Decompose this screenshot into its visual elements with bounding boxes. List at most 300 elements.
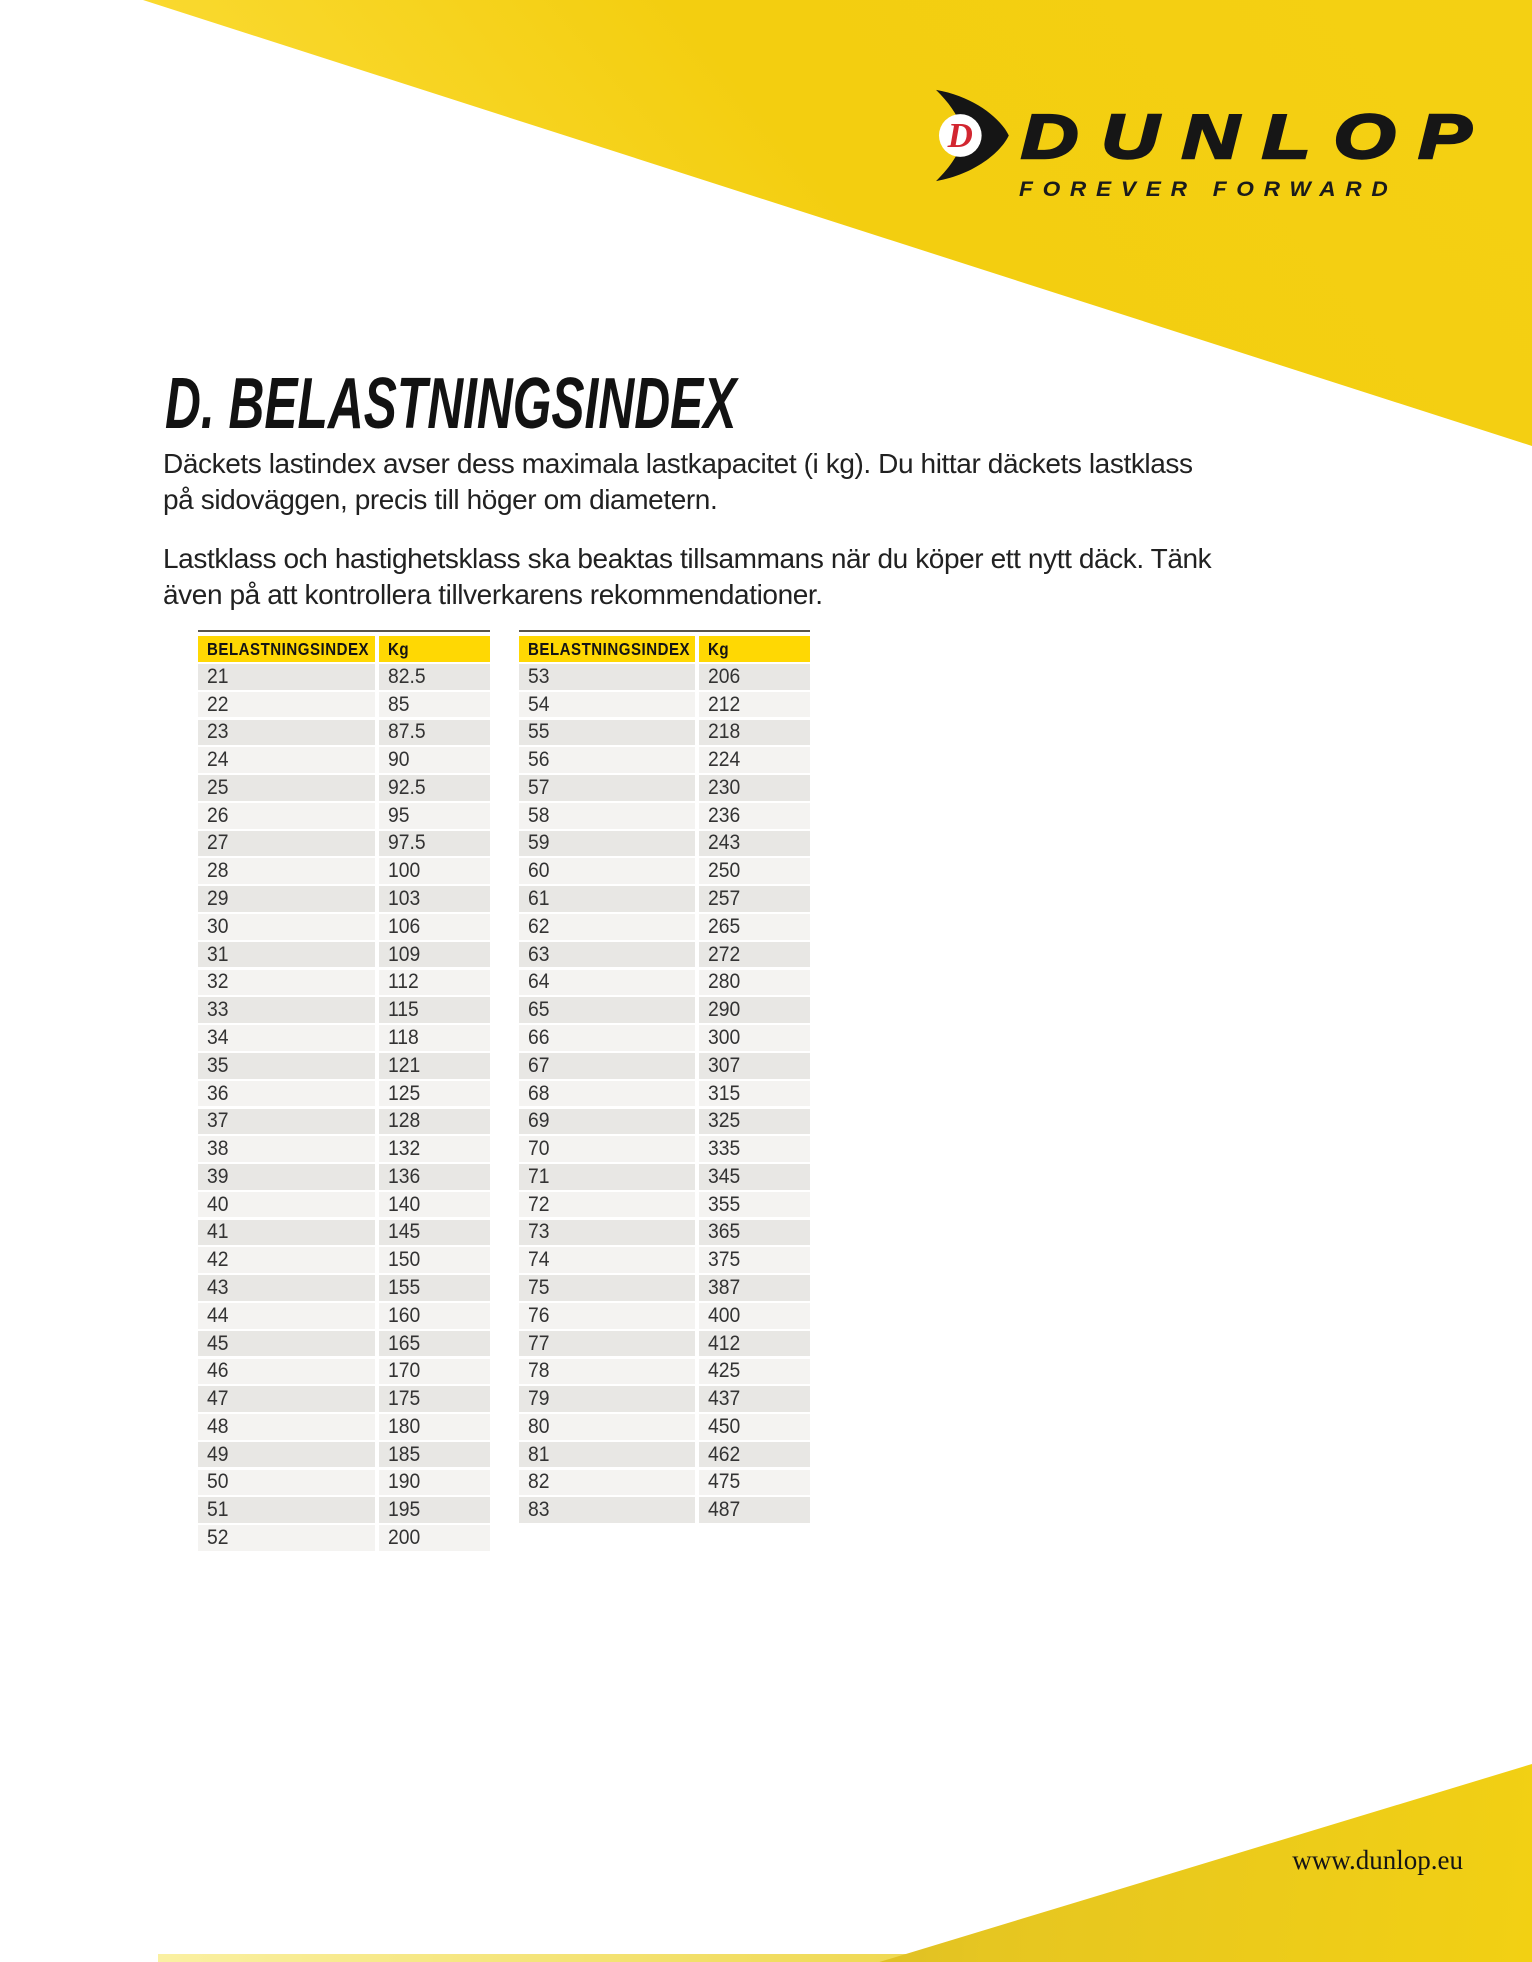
- cell-kg-text: 375: [708, 1248, 741, 1272]
- cell-load-index: [519, 720, 695, 746]
- cell-kg: [699, 1359, 810, 1385]
- table-row: [198, 1109, 490, 1135]
- cell-load-index-text: 24: [207, 748, 229, 772]
- cell-kg: [699, 1275, 810, 1301]
- cell-load-index: [519, 1109, 695, 1135]
- table-row: [519, 942, 810, 968]
- cell-load-index: [519, 1414, 695, 1440]
- cell-load-index-text: 38: [207, 1137, 229, 1161]
- cell-kg-text: 85: [387, 692, 410, 716]
- cell-kg: [699, 970, 810, 996]
- cell-kg: [699, 1220, 810, 1246]
- cell-load-index-text: 25: [207, 775, 229, 799]
- cell-load-index-text: 27: [207, 831, 229, 855]
- cell-load-index: [519, 664, 695, 690]
- cell-kg: [379, 1053, 490, 1079]
- cell-load-index: [198, 831, 375, 857]
- cell-load-index-text: 46: [207, 1359, 229, 1383]
- cell-kg: [699, 942, 810, 968]
- cell-kg: [379, 1386, 490, 1412]
- table-row: [198, 942, 490, 968]
- table-row: [519, 1359, 810, 1385]
- cell-kg: [699, 720, 810, 746]
- cell-load-index-text: 79: [528, 1387, 550, 1411]
- cell-load-index-text: 39: [207, 1164, 229, 1188]
- cell-kg-text: 236: [708, 803, 741, 827]
- cell-kg: [699, 1136, 810, 1162]
- table-row: [519, 664, 810, 690]
- table-row: [198, 664, 490, 690]
- cell-load-index-text: 55: [528, 720, 550, 744]
- cell-load-index-text: 53: [528, 664, 550, 688]
- cell-kg-text: 212: [708, 692, 741, 716]
- dunlop-flying-d-icon: [931, 87, 1009, 184]
- cell-kg-text: 190: [387, 1470, 420, 1494]
- cell-load-index: [198, 664, 375, 690]
- table-row: [519, 831, 810, 857]
- cell-load-index-text: 32: [207, 970, 229, 994]
- cell-kg-text: 230: [708, 775, 741, 799]
- cell-kg: [379, 914, 490, 940]
- cell-load-index: [519, 1470, 695, 1496]
- intro-line-1: Däckets lastindex avser dess maximala lastkapacitet (i kg). Du hittar däckets lastklass: [163, 448, 1193, 479]
- table-row: [198, 1220, 490, 1246]
- cell-load-index-text: 58: [528, 803, 550, 827]
- cell-kg-text: 170: [387, 1359, 420, 1383]
- table-row: [519, 1470, 810, 1496]
- cell-kg-text: 155: [387, 1275, 420, 1299]
- cell-kg-text: 450: [708, 1414, 741, 1438]
- cell-load-index-text: 47: [207, 1387, 229, 1411]
- logo-tagline: FOREVER FORWARD: [1019, 178, 1398, 201]
- cell-load-index-text: 57: [528, 775, 550, 799]
- cell-kg: [379, 747, 490, 773]
- cell-load-index-text: 29: [207, 887, 229, 911]
- cell-kg-text: 100: [387, 859, 420, 883]
- cell-kg: [379, 1497, 490, 1523]
- cell-load-index-text: 51: [207, 1498, 229, 1522]
- cell-kg: [379, 1164, 490, 1190]
- cell-load-index-text: 34: [207, 1025, 229, 1049]
- cell-kg-text: 272: [708, 942, 741, 966]
- header-cell-kg: [379, 636, 490, 662]
- cell-kg: [699, 1081, 810, 1107]
- cell-kg: [379, 720, 490, 746]
- cell-load-index: [198, 692, 375, 718]
- table-header-row: [198, 636, 490, 662]
- cell-kg: [379, 858, 490, 884]
- table-row: [519, 1386, 810, 1412]
- cell-load-index-text: 64: [528, 970, 550, 994]
- cell-load-index: [519, 858, 695, 884]
- cell-load-index-text: 26: [207, 803, 229, 827]
- note-line-1: Lastklass och hastighetsklass ska beaktas tillsammans när du köper ett nytt däck. Tänk: [163, 543, 1212, 574]
- cell-load-index: [519, 1164, 695, 1190]
- cell-kg: [699, 1164, 810, 1190]
- cell-kg: [699, 914, 810, 940]
- logo-emblem-letter: D: [947, 116, 973, 156]
- cell-kg-text: 400: [708, 1303, 741, 1327]
- cell-kg-text: 195: [387, 1498, 420, 1522]
- cell-load-index-text: 81: [528, 1442, 550, 1466]
- cell-kg: [699, 664, 810, 690]
- cell-load-index-text: 78: [528, 1359, 550, 1383]
- cell-kg: [379, 1081, 490, 1107]
- cell-kg: [379, 942, 490, 968]
- cell-kg: [699, 1331, 810, 1357]
- cell-load-index-text: 80: [528, 1414, 550, 1438]
- table-row: [198, 1053, 490, 1079]
- cell-load-index: [519, 1220, 695, 1246]
- table-row: [198, 997, 490, 1023]
- cell-kg-text: 218: [708, 720, 741, 744]
- cell-kg-text: 92.5: [387, 775, 426, 799]
- cell-kg-text: 425: [708, 1359, 741, 1383]
- cell-kg-text: 132: [387, 1137, 420, 1161]
- cell-kg-text: 300: [708, 1025, 741, 1049]
- cell-load-index: [198, 1136, 375, 1162]
- table-row: [198, 831, 490, 857]
- table-row: [198, 803, 490, 829]
- cell-load-index: [198, 1442, 375, 1468]
- cell-kg: [379, 1247, 490, 1273]
- table-row: [198, 1359, 490, 1385]
- cell-kg: [379, 692, 490, 718]
- table-row: [198, 720, 490, 746]
- table-row: [519, 692, 810, 718]
- cell-kg-text: 487: [708, 1498, 741, 1522]
- cell-load-index: [198, 1525, 375, 1551]
- cell-load-index: [198, 1109, 375, 1135]
- cell-load-index-text: 35: [207, 1053, 229, 1077]
- cell-load-index-text: 42: [207, 1248, 229, 1272]
- cell-load-index-text: 48: [207, 1414, 229, 1438]
- cell-kg-text: 462: [708, 1442, 741, 1466]
- cell-load-index: [198, 1192, 375, 1218]
- dunlop-logo: [931, 87, 1495, 207]
- cell-kg: [699, 1109, 810, 1135]
- cell-kg-text: 243: [708, 831, 741, 855]
- cell-load-index: [519, 997, 695, 1023]
- cell-load-index: [198, 1164, 375, 1190]
- cell-kg: [379, 1192, 490, 1218]
- cell-load-index-text: 67: [528, 1053, 550, 1077]
- cell-load-index: [519, 803, 695, 829]
- cell-kg: [699, 747, 810, 773]
- table-row: [198, 1247, 490, 1273]
- table-row: [198, 1525, 490, 1551]
- table-row: [519, 1164, 810, 1190]
- cell-kg-text: 125: [387, 1081, 420, 1105]
- table-row: [519, 858, 810, 884]
- cell-load-index-text: 63: [528, 942, 550, 966]
- table-row: [198, 1192, 490, 1218]
- cell-load-index: [519, 1497, 695, 1523]
- cell-load-index-text: 21: [207, 664, 229, 688]
- cell-kg-text: 412: [708, 1331, 741, 1355]
- cell-load-index-text: 65: [528, 998, 550, 1022]
- table-row: [519, 886, 810, 912]
- cell-kg: [379, 1359, 490, 1385]
- table-row: [519, 1442, 810, 1468]
- cell-kg-text: 315: [708, 1081, 741, 1105]
- cell-load-index: [519, 1386, 695, 1412]
- cell-load-index-text: 70: [528, 1137, 550, 1161]
- cell-load-index-text: 61: [528, 887, 550, 911]
- table-row: [198, 1442, 490, 1468]
- cell-load-index: [198, 1303, 375, 1329]
- website-url: www.dunlop.eu: [1292, 1845, 1463, 1875]
- cell-load-index: [198, 1247, 375, 1273]
- cell-load-index: [519, 1053, 695, 1079]
- cell-load-index-text: 56: [528, 748, 550, 772]
- cell-kg-text: 185: [387, 1442, 420, 1466]
- cell-load-index: [519, 886, 695, 912]
- cell-load-index-text: 74: [528, 1248, 550, 1272]
- cell-kg-text: 475: [708, 1470, 741, 1494]
- cell-load-index: [519, 747, 695, 773]
- cell-kg: [699, 1247, 810, 1273]
- table-row: [198, 692, 490, 718]
- cell-load-index: [519, 692, 695, 718]
- cell-load-index-text: 45: [207, 1331, 229, 1355]
- cell-kg: [699, 1414, 810, 1440]
- cell-load-index-text: 71: [528, 1164, 550, 1188]
- cell-kg: [699, 775, 810, 801]
- cell-kg: [379, 1220, 490, 1246]
- cell-load-index-text: 82: [528, 1470, 550, 1494]
- cell-load-index: [519, 1275, 695, 1301]
- cell-kg-text: 280: [708, 970, 741, 994]
- cell-kg: [379, 1136, 490, 1162]
- table-row: [198, 747, 490, 773]
- cell-load-index: [198, 1497, 375, 1523]
- table-row: [198, 1497, 490, 1523]
- cell-kg-text: 355: [708, 1192, 741, 1216]
- table-row: [198, 1331, 490, 1357]
- table-row: [198, 775, 490, 801]
- cell-load-index-text: 23: [207, 720, 229, 744]
- cell-kg-text: 335: [708, 1137, 741, 1161]
- cell-kg-text: 325: [708, 1109, 741, 1133]
- cell-load-index-text: 69: [528, 1109, 550, 1133]
- table-row: [519, 997, 810, 1023]
- cell-kg: [379, 1025, 490, 1051]
- cell-kg: [699, 692, 810, 718]
- cell-kg-text: 150: [387, 1248, 420, 1272]
- cell-load-index-text: 75: [528, 1275, 550, 1299]
- cell-kg-text: 437: [708, 1387, 741, 1411]
- cell-kg: [699, 1386, 810, 1412]
- note-paragraph: [163, 541, 1211, 612]
- cell-load-index: [519, 1247, 695, 1273]
- cell-kg: [379, 1303, 490, 1329]
- cell-kg: [379, 831, 490, 857]
- cell-load-index-text: 76: [528, 1303, 550, 1327]
- cell-load-index-text: 41: [207, 1220, 229, 1244]
- cell-kg-text: 103: [387, 887, 420, 911]
- cell-kg-text: 95: [387, 803, 410, 827]
- cell-kg: [379, 1275, 490, 1301]
- cell-kg-text: 115: [387, 998, 419, 1022]
- cell-load-index-text: 31: [207, 942, 229, 966]
- cell-load-index: [198, 1331, 375, 1357]
- cell-load-index-text: 37: [207, 1109, 229, 1133]
- cell-load-index-text: 36: [207, 1081, 229, 1105]
- cell-load-index-text: 43: [207, 1275, 229, 1299]
- cell-kg-text: 106: [387, 914, 420, 938]
- table-row: [519, 1109, 810, 1135]
- table-row: [198, 1136, 490, 1162]
- cell-kg-text: 121: [387, 1053, 420, 1077]
- table-row: [519, 1275, 810, 1301]
- cell-load-index-text: 30: [207, 914, 229, 938]
- cell-kg: [379, 803, 490, 829]
- cell-load-index: [198, 1359, 375, 1385]
- cell-kg-text: 145: [387, 1220, 420, 1244]
- cell-load-index-text: 60: [528, 859, 550, 883]
- cell-kg-text: 365: [708, 1220, 741, 1244]
- cell-load-index: [198, 1053, 375, 1079]
- cell-kg-text: 165: [387, 1331, 420, 1355]
- table-row: [519, 775, 810, 801]
- cell-load-index: [198, 970, 375, 996]
- cell-kg: [379, 1525, 490, 1551]
- cell-kg-text: 140: [387, 1192, 420, 1216]
- intro-paragraph: [163, 446, 1193, 517]
- table-row: [198, 1470, 490, 1496]
- cell-load-index: [198, 803, 375, 829]
- table-row: [519, 1497, 810, 1523]
- cell-kg: [379, 1470, 490, 1496]
- cell-kg-text: 250: [708, 859, 741, 883]
- cell-load-index-text: 72: [528, 1192, 550, 1216]
- cell-load-index: [198, 1081, 375, 1107]
- table-row: [198, 1303, 490, 1329]
- table-row: [519, 1331, 810, 1357]
- cell-kg: [699, 1303, 810, 1329]
- header-cell-kg: [699, 636, 810, 662]
- load-index-table-right: [519, 630, 810, 1525]
- cell-load-index-text: 62: [528, 914, 550, 938]
- cell-kg-text: 136: [387, 1164, 420, 1188]
- cell-kg: [379, 886, 490, 912]
- cell-load-index: [519, 914, 695, 940]
- cell-kg-text: 97.5: [387, 831, 426, 855]
- page-title: D. BELASTNINGSINDEX: [165, 364, 737, 444]
- cell-kg: [379, 775, 490, 801]
- cell-kg: [699, 1053, 810, 1079]
- cell-kg-text: 175: [387, 1387, 420, 1411]
- table-row: [198, 1275, 490, 1301]
- table-row: [519, 1220, 810, 1246]
- cell-load-index-text: 73: [528, 1220, 550, 1244]
- cell-kg: [699, 803, 810, 829]
- header-cell-kg-text: Kg: [708, 638, 730, 659]
- table-row: [519, 1414, 810, 1440]
- cell-load-index-text: 33: [207, 998, 229, 1022]
- cell-load-index: [198, 1220, 375, 1246]
- cell-load-index-text: 52: [207, 1526, 229, 1550]
- cell-load-index: [198, 914, 375, 940]
- cell-kg: [699, 831, 810, 857]
- table-row: [198, 886, 490, 912]
- cell-load-index-text: 59: [528, 831, 550, 855]
- cell-load-index: [198, 942, 375, 968]
- header-cell-kg-text: Kg: [387, 638, 409, 659]
- cell-load-index-text: 40: [207, 1192, 229, 1216]
- cell-kg: [699, 1192, 810, 1218]
- cell-kg: [699, 1497, 810, 1523]
- cell-kg-text: 82.5: [387, 664, 426, 688]
- intro-line-2: på sidoväggen, precis till höger om diametern.: [163, 483, 718, 515]
- cell-kg: [699, 858, 810, 884]
- cell-load-index: [519, 1136, 695, 1162]
- header-cell-index-text: BELASTNINGSINDEX: [207, 638, 370, 659]
- cell-load-index: [519, 1303, 695, 1329]
- cell-load-index-text: 28: [207, 859, 229, 883]
- cell-kg-text: 387: [708, 1275, 741, 1299]
- cell-load-index: [198, 1025, 375, 1051]
- table-row: [519, 720, 810, 746]
- cell-load-index: [198, 886, 375, 912]
- table-row: [519, 1081, 810, 1107]
- table-row: [519, 1136, 810, 1162]
- cell-kg: [379, 664, 490, 690]
- cell-load-index: [198, 775, 375, 801]
- table-row: [198, 1164, 490, 1190]
- table-row: [198, 970, 490, 996]
- cell-kg-text: 160: [387, 1303, 420, 1327]
- cell-kg-text: 180: [387, 1414, 420, 1438]
- table-row: [519, 1303, 810, 1329]
- table-row: [519, 914, 810, 940]
- table-row: [519, 970, 810, 996]
- cell-load-index-text: 83: [528, 1498, 550, 1522]
- table-row: [198, 1386, 490, 1412]
- header-cell-index-text: BELASTNINGSINDEX: [528, 638, 691, 659]
- cell-kg-text: 128: [387, 1109, 420, 1133]
- header-cell-index: [198, 636, 375, 662]
- cell-load-index: [519, 1025, 695, 1051]
- cell-load-index-text: 68: [528, 1081, 550, 1105]
- cell-kg: [699, 886, 810, 912]
- cell-load-index: [519, 942, 695, 968]
- cell-load-index: [198, 997, 375, 1023]
- cell-kg: [379, 1414, 490, 1440]
- cell-kg-text: 257: [708, 887, 741, 911]
- cell-load-index-text: 66: [528, 1025, 550, 1049]
- cell-load-index: [198, 1275, 375, 1301]
- cell-load-index: [519, 1192, 695, 1218]
- cell-load-index-text: 49: [207, 1442, 229, 1466]
- load-index-table-left: [198, 630, 490, 1553]
- cell-kg: [379, 1331, 490, 1357]
- cell-kg-text: 224: [708, 748, 741, 772]
- cell-kg-text: 265: [708, 914, 741, 938]
- cell-load-index: [519, 970, 695, 996]
- cell-load-index-text: 22: [207, 692, 229, 716]
- cell-load-index-text: 44: [207, 1303, 229, 1327]
- cell-kg: [699, 1470, 810, 1496]
- table-row: [519, 1025, 810, 1051]
- cell-load-index: [198, 1386, 375, 1412]
- cell-load-index-text: 54: [528, 692, 550, 716]
- cell-load-index: [519, 1081, 695, 1107]
- cell-load-index: [198, 747, 375, 773]
- cell-load-index: [519, 831, 695, 857]
- cell-kg: [379, 970, 490, 996]
